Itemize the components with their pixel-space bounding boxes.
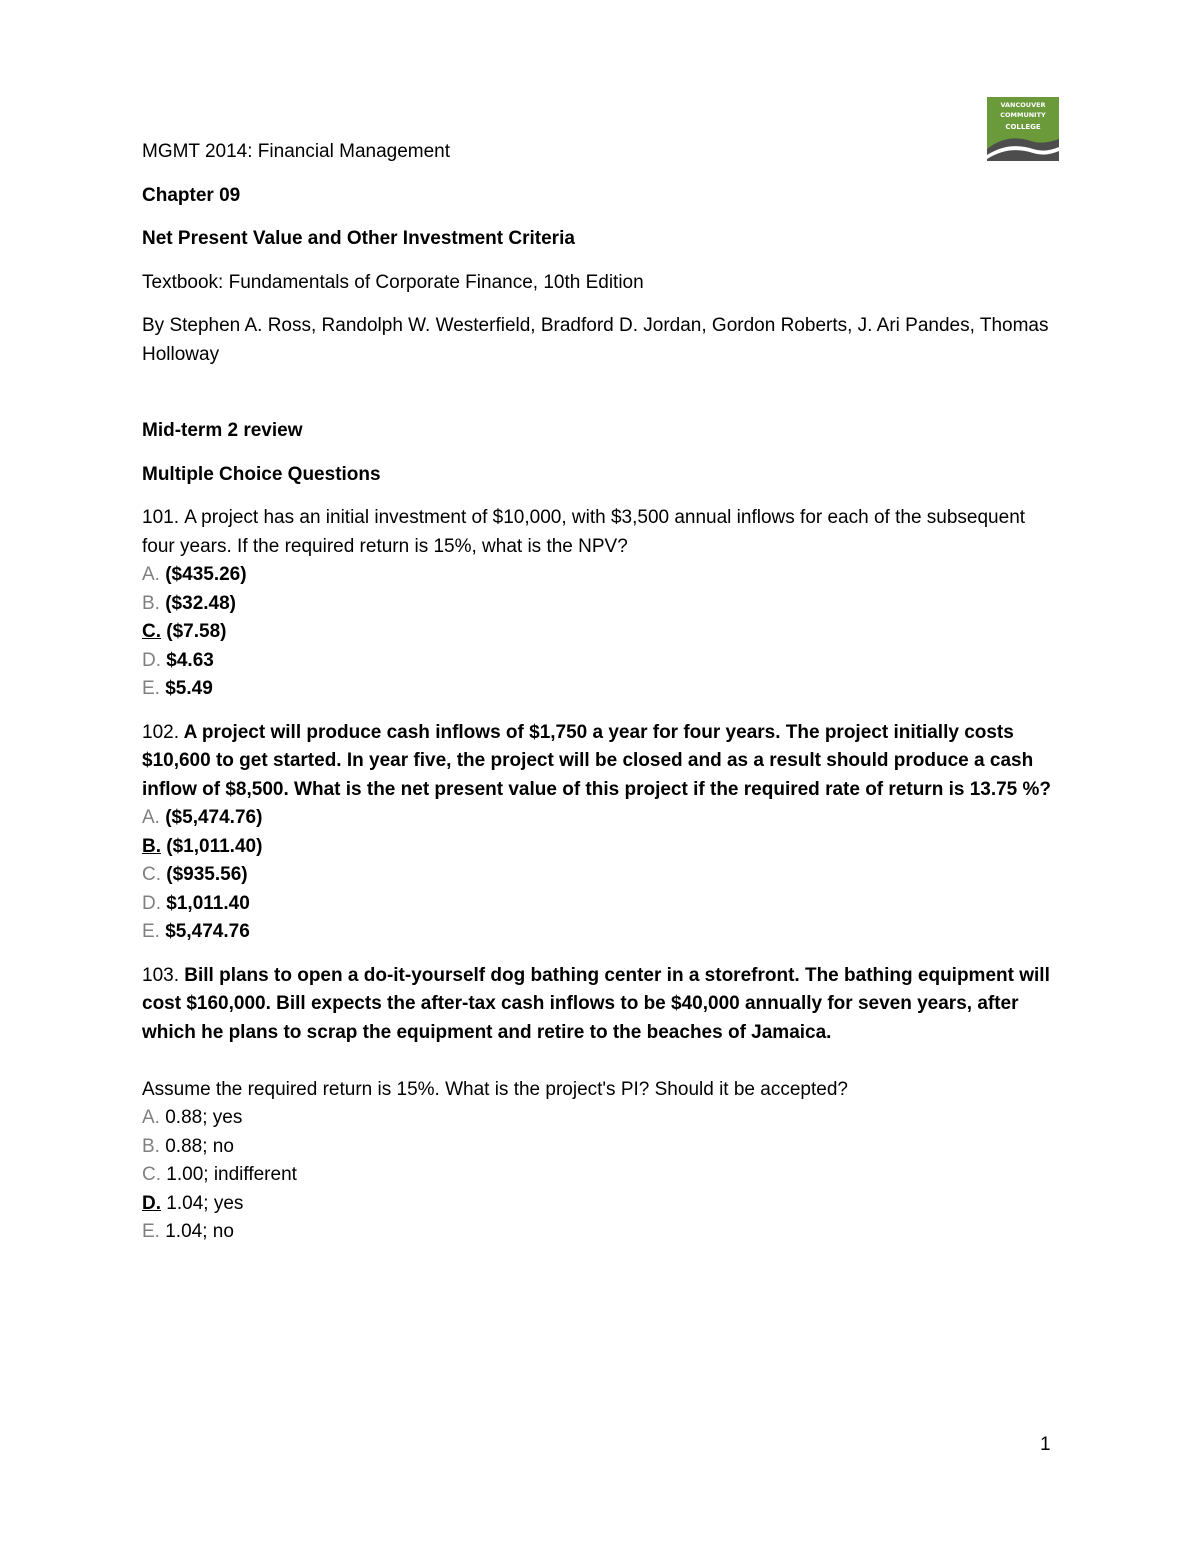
option-d	[142, 890, 1062, 919]
option-b-correct	[142, 833, 1062, 862]
option-value: 1.00; indifferent	[166, 1164, 297, 1185]
option-letter: B.	[142, 1135, 160, 1157]
answer-options	[142, 561, 1062, 704]
option-value: 1.04; no	[165, 1221, 234, 1242]
option-value: 1.04; yes	[166, 1192, 244, 1214]
option-letter: A.	[142, 807, 160, 828]
option-c-correct	[142, 618, 1062, 647]
option-value: ($1,011.40)	[166, 835, 263, 857]
option-e	[142, 918, 1062, 947]
option-a	[142, 1104, 1062, 1133]
question-number: 103.	[142, 964, 179, 986]
option-d	[142, 647, 1062, 676]
question-text	[142, 962, 1062, 1048]
option-value: $5.49	[165, 678, 213, 699]
option-letter: B.	[142, 592, 160, 614]
option-e	[142, 675, 1062, 704]
question-text	[142, 719, 1062, 805]
question-number: 102.	[142, 721, 179, 743]
course-title: MGMT 2014: Financial Management	[142, 141, 451, 162]
option-a	[142, 561, 1062, 590]
question-101	[142, 504, 1062, 704]
question-body: Bill plans to open a do-it-yourself dog bathing center in a storefront. The bathing equipment will cost $160,000. Bill expects the after-tax cash inflows to be $40,000 annually for seven years, after which he plans to scrap the equipment and retire to the beaches of Jamaica.	[142, 964, 1050, 1043]
option-c	[142, 861, 1062, 890]
option-b	[142, 1133, 1062, 1162]
option-letter: E.	[142, 921, 160, 942]
option-letter: B.	[142, 835, 161, 857]
option-letter: C.	[142, 1164, 161, 1185]
option-letter: D.	[142, 649, 161, 671]
option-b	[142, 590, 1062, 619]
option-a	[142, 804, 1062, 833]
logo-text-line3: COLLEGE	[1005, 123, 1041, 131]
option-value: ($7.58)	[166, 621, 227, 642]
option-d-correct	[142, 1190, 1062, 1219]
chapter-number: Chapter 09	[142, 184, 241, 206]
option-value: ($935.56)	[166, 864, 248, 885]
option-letter: A.	[142, 564, 160, 585]
question-body: A project will produce cash inflows of $1,750 a year for four years. The project initially costs $10,600 to get started. In year five, the project will be closed and as a result should produce a cash inflow of $8,500. What is the net present value of this project if the required rate of return is 13.75 %?	[142, 721, 1052, 800]
authors-line: By Stephen A. Ross, Randolph W. Westerfield, Bradford D. Jordan, Gordon Roberts, J. Ari Pandes, Thomas Holloway	[142, 315, 1049, 365]
option-letter: E.	[142, 1221, 160, 1242]
answer-options	[142, 804, 1062, 947]
question-102	[142, 719, 1062, 947]
option-letter: D.	[142, 1192, 161, 1214]
option-letter: C.	[142, 864, 161, 885]
question-body: A project has an initial investment of $10,000, with $3,500 annual inflows for each of the subsequent four years. If the required return is 15%, what is the NPV?	[142, 507, 1026, 557]
option-value: 0.88; yes	[165, 1107, 243, 1128]
option-value: ($32.48)	[165, 592, 237, 614]
question-text	[142, 504, 1062, 561]
document-body	[142, 138, 1062, 1247]
option-letter: C.	[142, 621, 161, 642]
questions-heading: Multiple Choice Questions	[142, 463, 381, 485]
option-value: ($5,474.76)	[165, 807, 263, 828]
logo-text-line1: VANCOUVER	[1000, 101, 1046, 109]
question-followup: Assume the required return is 15%. What is the project's PI? Should it be accepted?	[142, 1078, 848, 1100]
option-letter: D.	[142, 892, 161, 914]
option-e	[142, 1218, 1062, 1247]
chapter-title: Net Present Value and Other Investment Criteria	[142, 228, 575, 249]
review-title: Mid-term 2 review	[142, 420, 303, 441]
page-number: 1	[1040, 1434, 1051, 1455]
question-number: 101.	[142, 507, 179, 528]
option-value: 0.88; no	[165, 1135, 234, 1157]
option-value: $5,474.76	[165, 921, 250, 942]
textbook-line: Textbook: Fundamentals of Corporate Finance, 10th Edition	[142, 271, 644, 293]
option-value: $1,011.40	[166, 892, 250, 914]
option-letter: A.	[142, 1107, 160, 1128]
logo-text-line2: COMMUNITY	[1000, 111, 1046, 119]
option-value: $4.63	[166, 649, 214, 671]
question-103	[142, 962, 1062, 1247]
option-letter: E.	[142, 678, 160, 699]
answer-options	[142, 1104, 1062, 1247]
option-c	[142, 1161, 1062, 1190]
option-value: ($435.26)	[165, 564, 247, 585]
